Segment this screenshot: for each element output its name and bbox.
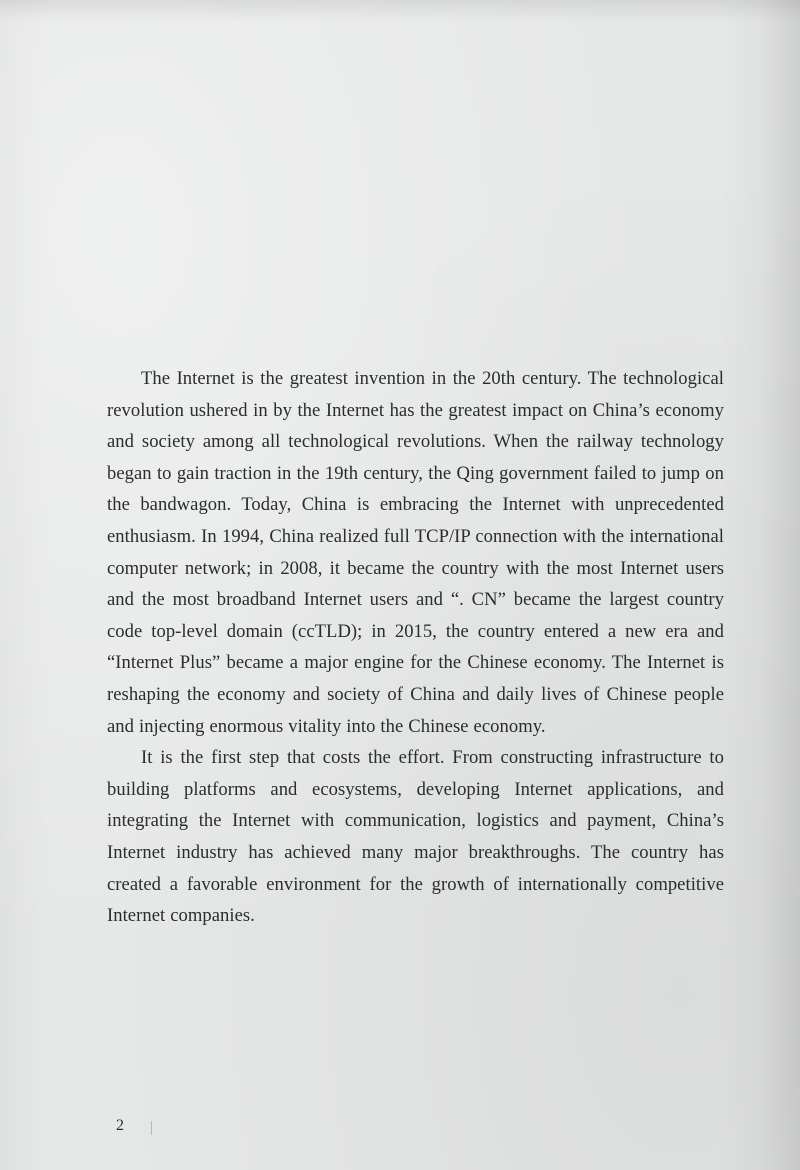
body-text xyxy=(107,363,724,932)
paragraph-1: The Internet is the greatest invention in the 20th century. The technological revolution ushered in by the Internet has the greatest impact on China’s economy and society among all technological revolutions. When the railway technology began to gain traction in the 19th century, the Qing government failed to jump on the bandwagon. Today, China is embracing the Internet with unprecedented enthusiasm. In 1994, China realized full TCP/IP connection with the international computer network; in 2008, it became the country with the most Internet users and the most broadband Internet users and “. CN” became the largest country code top-level domain (ccTLD); in 2015, the country entered a new era and “Internet Plus” became a major engine for the Chinese economy. The Internet is reshaping the economy and society of China and daily lives of Chinese people and injecting enormous vitality into the Chinese economy. xyxy=(107,368,724,737)
page-number-mark xyxy=(151,1121,152,1135)
page-top-shadow xyxy=(0,0,800,22)
page-right-edge xyxy=(760,0,800,1170)
paragraph-2: It is the first step that costs the effort. From constructing infrastructure to building platforms and ecosystems, developing Internet applications, and integrating the Internet with communication, logistics and payment, China’s Internet industry has achieved many major breakthroughs. The country has created a favorable environment for the growth of internationally competitive Internet companies. xyxy=(107,747,724,927)
page-number: 2 xyxy=(116,1117,124,1134)
